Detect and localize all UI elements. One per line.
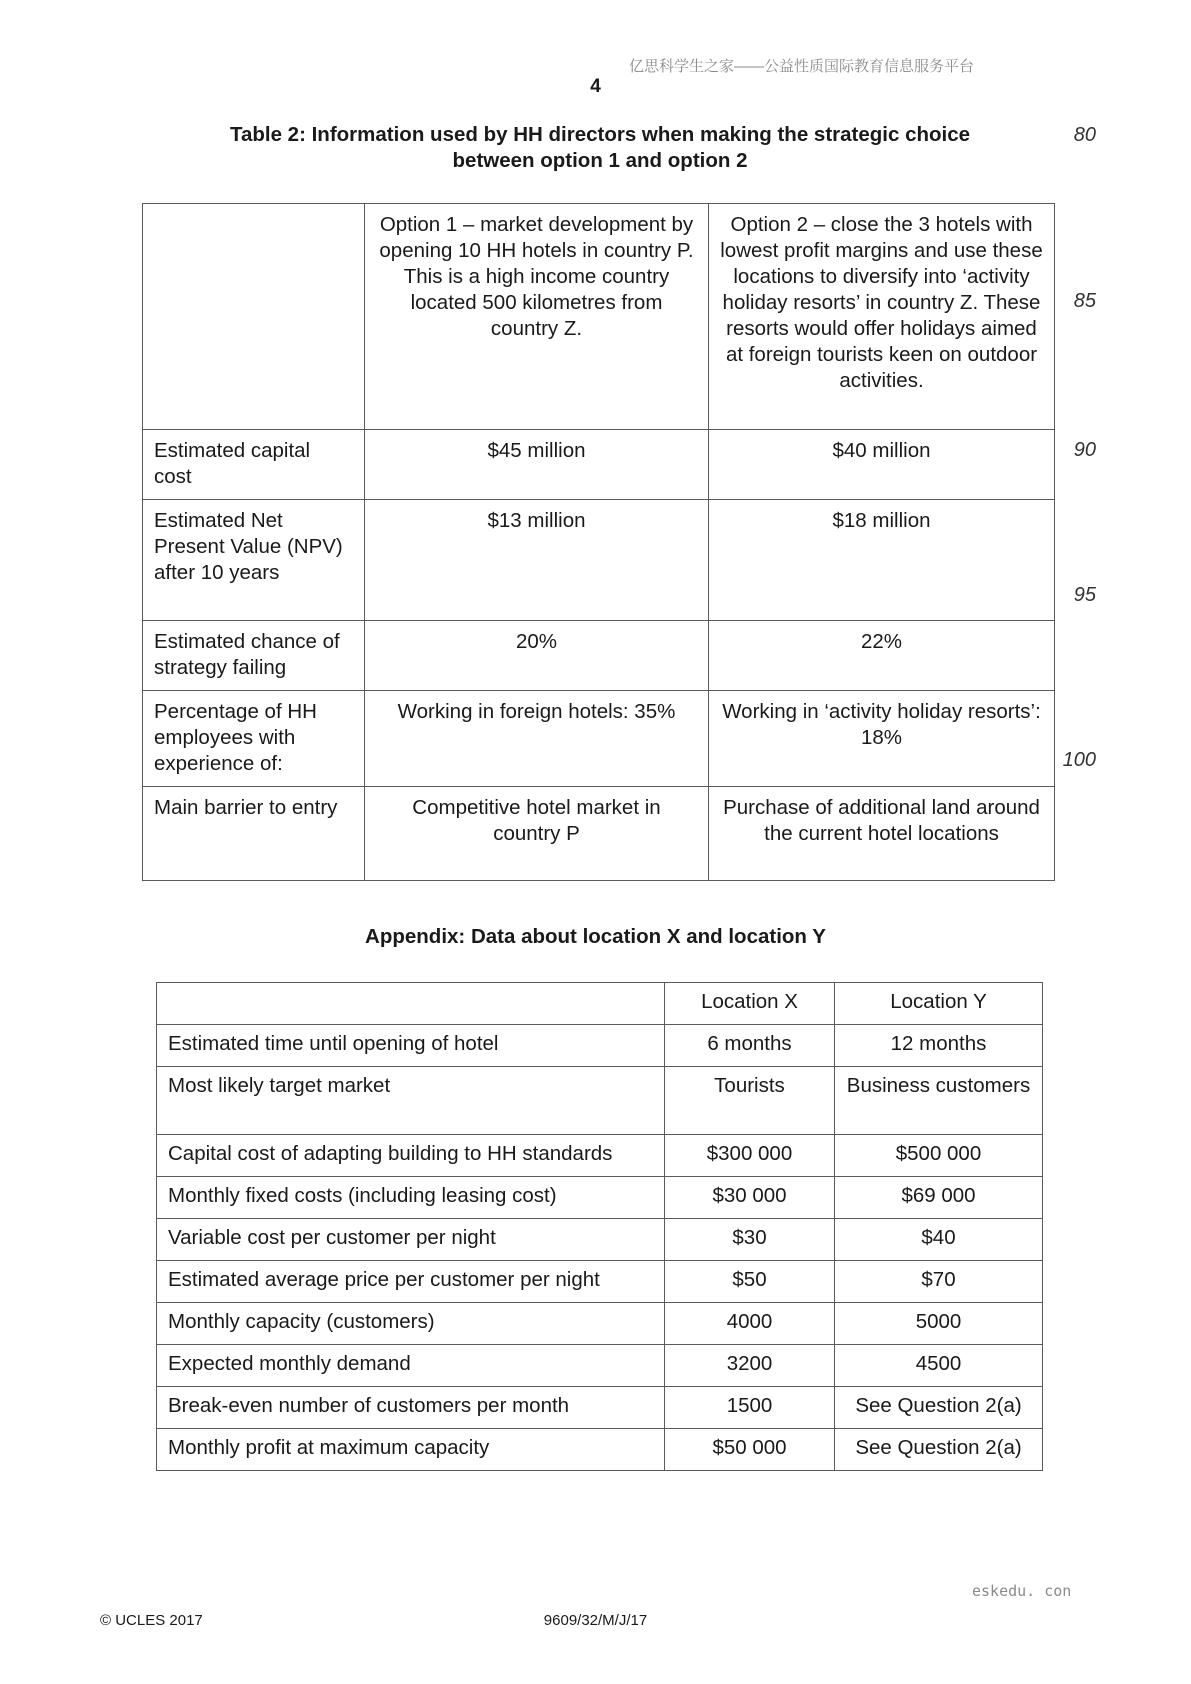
cell-option2: $18 million — [709, 500, 1055, 621]
cell-location-y: See Question 2(a) — [835, 1387, 1043, 1429]
cell-location-y: $40 — [835, 1219, 1043, 1261]
cell-location-x: 6 months — [665, 1025, 835, 1067]
cell-location-y: $69 000 — [835, 1177, 1043, 1219]
cell-location-y: 12 months — [835, 1025, 1043, 1067]
row-label: Monthly profit at maximum capacity — [157, 1429, 665, 1471]
watermark-footer: eskedu. con — [972, 1582, 1072, 1600]
table-row — [157, 1303, 1043, 1345]
row-label: Estimated average price per customer per night — [157, 1261, 665, 1303]
table2-header-option2: Option 2 – close the 3 hotels with lowest profit margins and use these locations to diversify into ‘activity holiday resorts’ in country Z. These resorts would offer holidays aimed at foreign tourists keen on outdoor activities. — [709, 204, 1055, 430]
table-row — [143, 787, 1055, 881]
cell-location-x: $300 000 — [665, 1135, 835, 1177]
table2-header-row — [143, 204, 1055, 430]
appendix-title: Appendix: Data about location X and location Y — [365, 925, 826, 948]
page-number: 4 — [590, 76, 601, 97]
table-row — [143, 621, 1055, 691]
row-label: Estimated chance of strategy failing — [143, 621, 365, 691]
table-row — [157, 1219, 1043, 1261]
cell-location-x: Tourists — [665, 1067, 835, 1135]
appendix-header-row — [157, 983, 1043, 1025]
line-number: 80 — [1073, 124, 1096, 146]
appendix-table — [156, 982, 1043, 1471]
row-label: Most likely target market — [157, 1067, 665, 1135]
cell-location-x: $50 — [665, 1261, 835, 1303]
row-label: Expected monthly demand — [157, 1345, 665, 1387]
table2-title — [190, 122, 1010, 174]
cell-option2: Working in ‘activity holiday resorts’: 18% — [709, 691, 1055, 787]
table-row — [143, 691, 1055, 787]
row-label: Estimated time until opening of hotel — [157, 1025, 665, 1067]
copyright: © UCLES 2017 — [100, 1612, 203, 1629]
cell-location-y: 4500 — [835, 1345, 1043, 1387]
table-row — [157, 1067, 1043, 1135]
table2-title-line1: Table 2: Information used by HH directors when making the strategic choice — [229, 123, 971, 146]
table-row — [157, 1177, 1043, 1219]
cell-option2: 22% — [709, 621, 1055, 691]
appendix-header-location-x: Location X — [665, 983, 835, 1025]
cell-location-y: 5000 — [835, 1303, 1043, 1345]
table2-header-option1: Option 1 – market development by opening 10 HH hotels in country P. This is a high income country located 500 kilometres from country Z. — [365, 204, 709, 430]
appendix-header-location-y: Location Y — [835, 983, 1043, 1025]
table-row — [157, 1387, 1043, 1429]
cell-location-x: 4000 — [665, 1303, 835, 1345]
cell-option1: Working in foreign hotels: 35% — [365, 691, 709, 787]
table2-title-line2: between option 1 and option 2 — [452, 149, 748, 172]
cell-location-x: $30 000 — [665, 1177, 835, 1219]
table-row — [157, 1261, 1043, 1303]
row-label: Capital cost of adapting building to HH standards — [157, 1135, 665, 1177]
cell-option2: Purchase of additional land around the current hotel locations — [709, 787, 1055, 881]
line-number: 90 — [1073, 439, 1096, 461]
line-number: 95 — [1073, 584, 1096, 606]
table2-header-empty — [143, 204, 365, 430]
table2 — [142, 203, 1055, 881]
cell-location-y: See Question 2(a) — [835, 1429, 1043, 1471]
cell-location-x: $50 000 — [665, 1429, 835, 1471]
cell-location-x: 1500 — [665, 1387, 835, 1429]
cell-location-y: $500 000 — [835, 1135, 1043, 1177]
cell-option2: $40 million — [709, 430, 1055, 500]
table-row — [157, 1345, 1043, 1387]
line-number: 100 — [1062, 749, 1096, 771]
table-row — [143, 500, 1055, 621]
row-label: Variable cost per customer per night — [157, 1219, 665, 1261]
watermark-header: 亿思科学生之家——公益性质国际教育信息服务平台 — [628, 58, 974, 75]
table-row — [157, 1135, 1043, 1177]
row-label: Monthly fixed costs (including leasing cost) — [157, 1177, 665, 1219]
cell-option1: $45 million — [365, 430, 709, 500]
table-row — [143, 430, 1055, 500]
line-number: 85 — [1073, 290, 1096, 312]
cell-location-x: 3200 — [665, 1345, 835, 1387]
row-label: Main barrier to entry — [143, 787, 365, 881]
row-label: Estimated capital cost — [143, 430, 365, 500]
row-label: Monthly capacity (customers) — [157, 1303, 665, 1345]
cell-location-x: $30 — [665, 1219, 835, 1261]
row-label: Break-even number of customers per month — [157, 1387, 665, 1429]
cell-location-y: $70 — [835, 1261, 1043, 1303]
cell-location-y: Business customers — [835, 1067, 1043, 1135]
table-row — [157, 1025, 1043, 1067]
cell-option1: Competitive hotel market in country P — [365, 787, 709, 881]
paper-code: 9609/32/M/J/17 — [543, 1612, 648, 1629]
cell-option1: 20% — [365, 621, 709, 691]
row-label: Percentage of HH employees with experience of: — [143, 691, 365, 787]
cell-option1: $13 million — [365, 500, 709, 621]
appendix-header-empty — [157, 983, 665, 1025]
table-row — [157, 1429, 1043, 1471]
row-label: Estimated Net Present Value (NPV) after 10 years — [143, 500, 365, 621]
